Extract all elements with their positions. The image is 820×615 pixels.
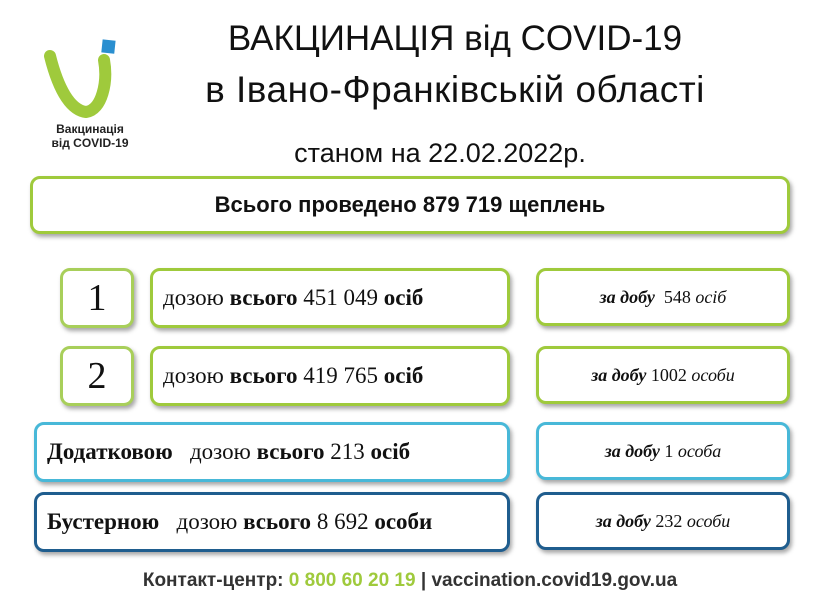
dose-total-box-1 — [150, 268, 510, 328]
page-title-line1: ВАКЦИНАЦІЯ від COVID-19 — [227, 19, 683, 58]
dose-unit: осіб — [370, 439, 411, 464]
per-day-value: 1002 — [650, 364, 687, 385]
dose-type-label: Додатковою — [47, 439, 173, 464]
per-day-unit: особи — [691, 364, 735, 385]
dose-value: 213 — [330, 439, 365, 464]
per-day-label: за добу — [595, 510, 651, 531]
total-prefix: Всього проведено — [214, 192, 417, 217]
per-day-box-2 — [536, 346, 790, 404]
dose-value: 451 049 — [303, 285, 379, 310]
page-title-line2: в Івано-Франківській області — [205, 69, 705, 110]
total-word: всього — [229, 285, 298, 310]
additional-dose-box — [34, 422, 510, 482]
per-day-label: за добу — [599, 286, 655, 307]
dose-unit: осіб — [383, 363, 424, 388]
footer-separator: | — [420, 570, 427, 591]
vaccination-logo — [30, 38, 150, 156]
dose-number: 2 — [87, 355, 107, 397]
total-value: 879 719 — [422, 192, 503, 217]
per-day-unit: осіб — [695, 286, 727, 307]
contact-phone-link[interactable]: 0 800 60 20 19 — [288, 570, 416, 591]
logo-text-line1: Вакцинація — [56, 122, 124, 136]
dose-unit: особи — [374, 509, 433, 534]
per-day-unit: особи — [686, 510, 731, 531]
total-suffix: щеплень — [508, 192, 606, 217]
per-day-value: 232 — [655, 510, 683, 531]
per-day-box-3 — [536, 422, 790, 480]
as-of-date: станом на 22.02.2022р. — [294, 138, 586, 168]
contact-footer — [0, 570, 820, 592]
total-word: всього — [256, 439, 325, 464]
vaccination-v-logo-icon — [44, 38, 136, 122]
per-day-label: за добу — [591, 364, 647, 385]
logo-text-line2: від COVID-19 — [51, 136, 129, 150]
per-day-unit: особа — [677, 440, 722, 461]
per-day-value: 1 — [664, 440, 674, 461]
dose-number-box-2 — [60, 346, 134, 406]
dose-value: 8 692 — [316, 509, 369, 534]
dose-word: дозою — [163, 285, 224, 310]
dose-type-label: Бустерною — [47, 509, 160, 534]
per-day-value: 548 — [663, 286, 691, 307]
dose-total-box-2 — [150, 346, 510, 406]
dose-word: дозою — [176, 509, 238, 534]
contact-label: Контакт-центр: — [142, 570, 284, 591]
booster-dose-box — [34, 492, 510, 552]
dose-word: дозою — [189, 439, 251, 464]
dose-value: 419 765 — [303, 363, 379, 388]
dose-number-box-1 — [60, 268, 134, 328]
total-vaccinations-box — [30, 176, 790, 234]
dose-unit: осіб — [383, 285, 424, 310]
per-day-box-1 — [536, 268, 790, 326]
per-day-label: за добу — [604, 440, 660, 461]
website-link[interactable]: vaccination.covid19.gov.ua — [431, 570, 678, 591]
per-day-box-4 — [536, 492, 790, 550]
total-word: всього — [229, 363, 298, 388]
dose-word: дозою — [163, 363, 224, 388]
total-word: всього — [243, 509, 312, 534]
dose-number: 1 — [87, 277, 107, 319]
